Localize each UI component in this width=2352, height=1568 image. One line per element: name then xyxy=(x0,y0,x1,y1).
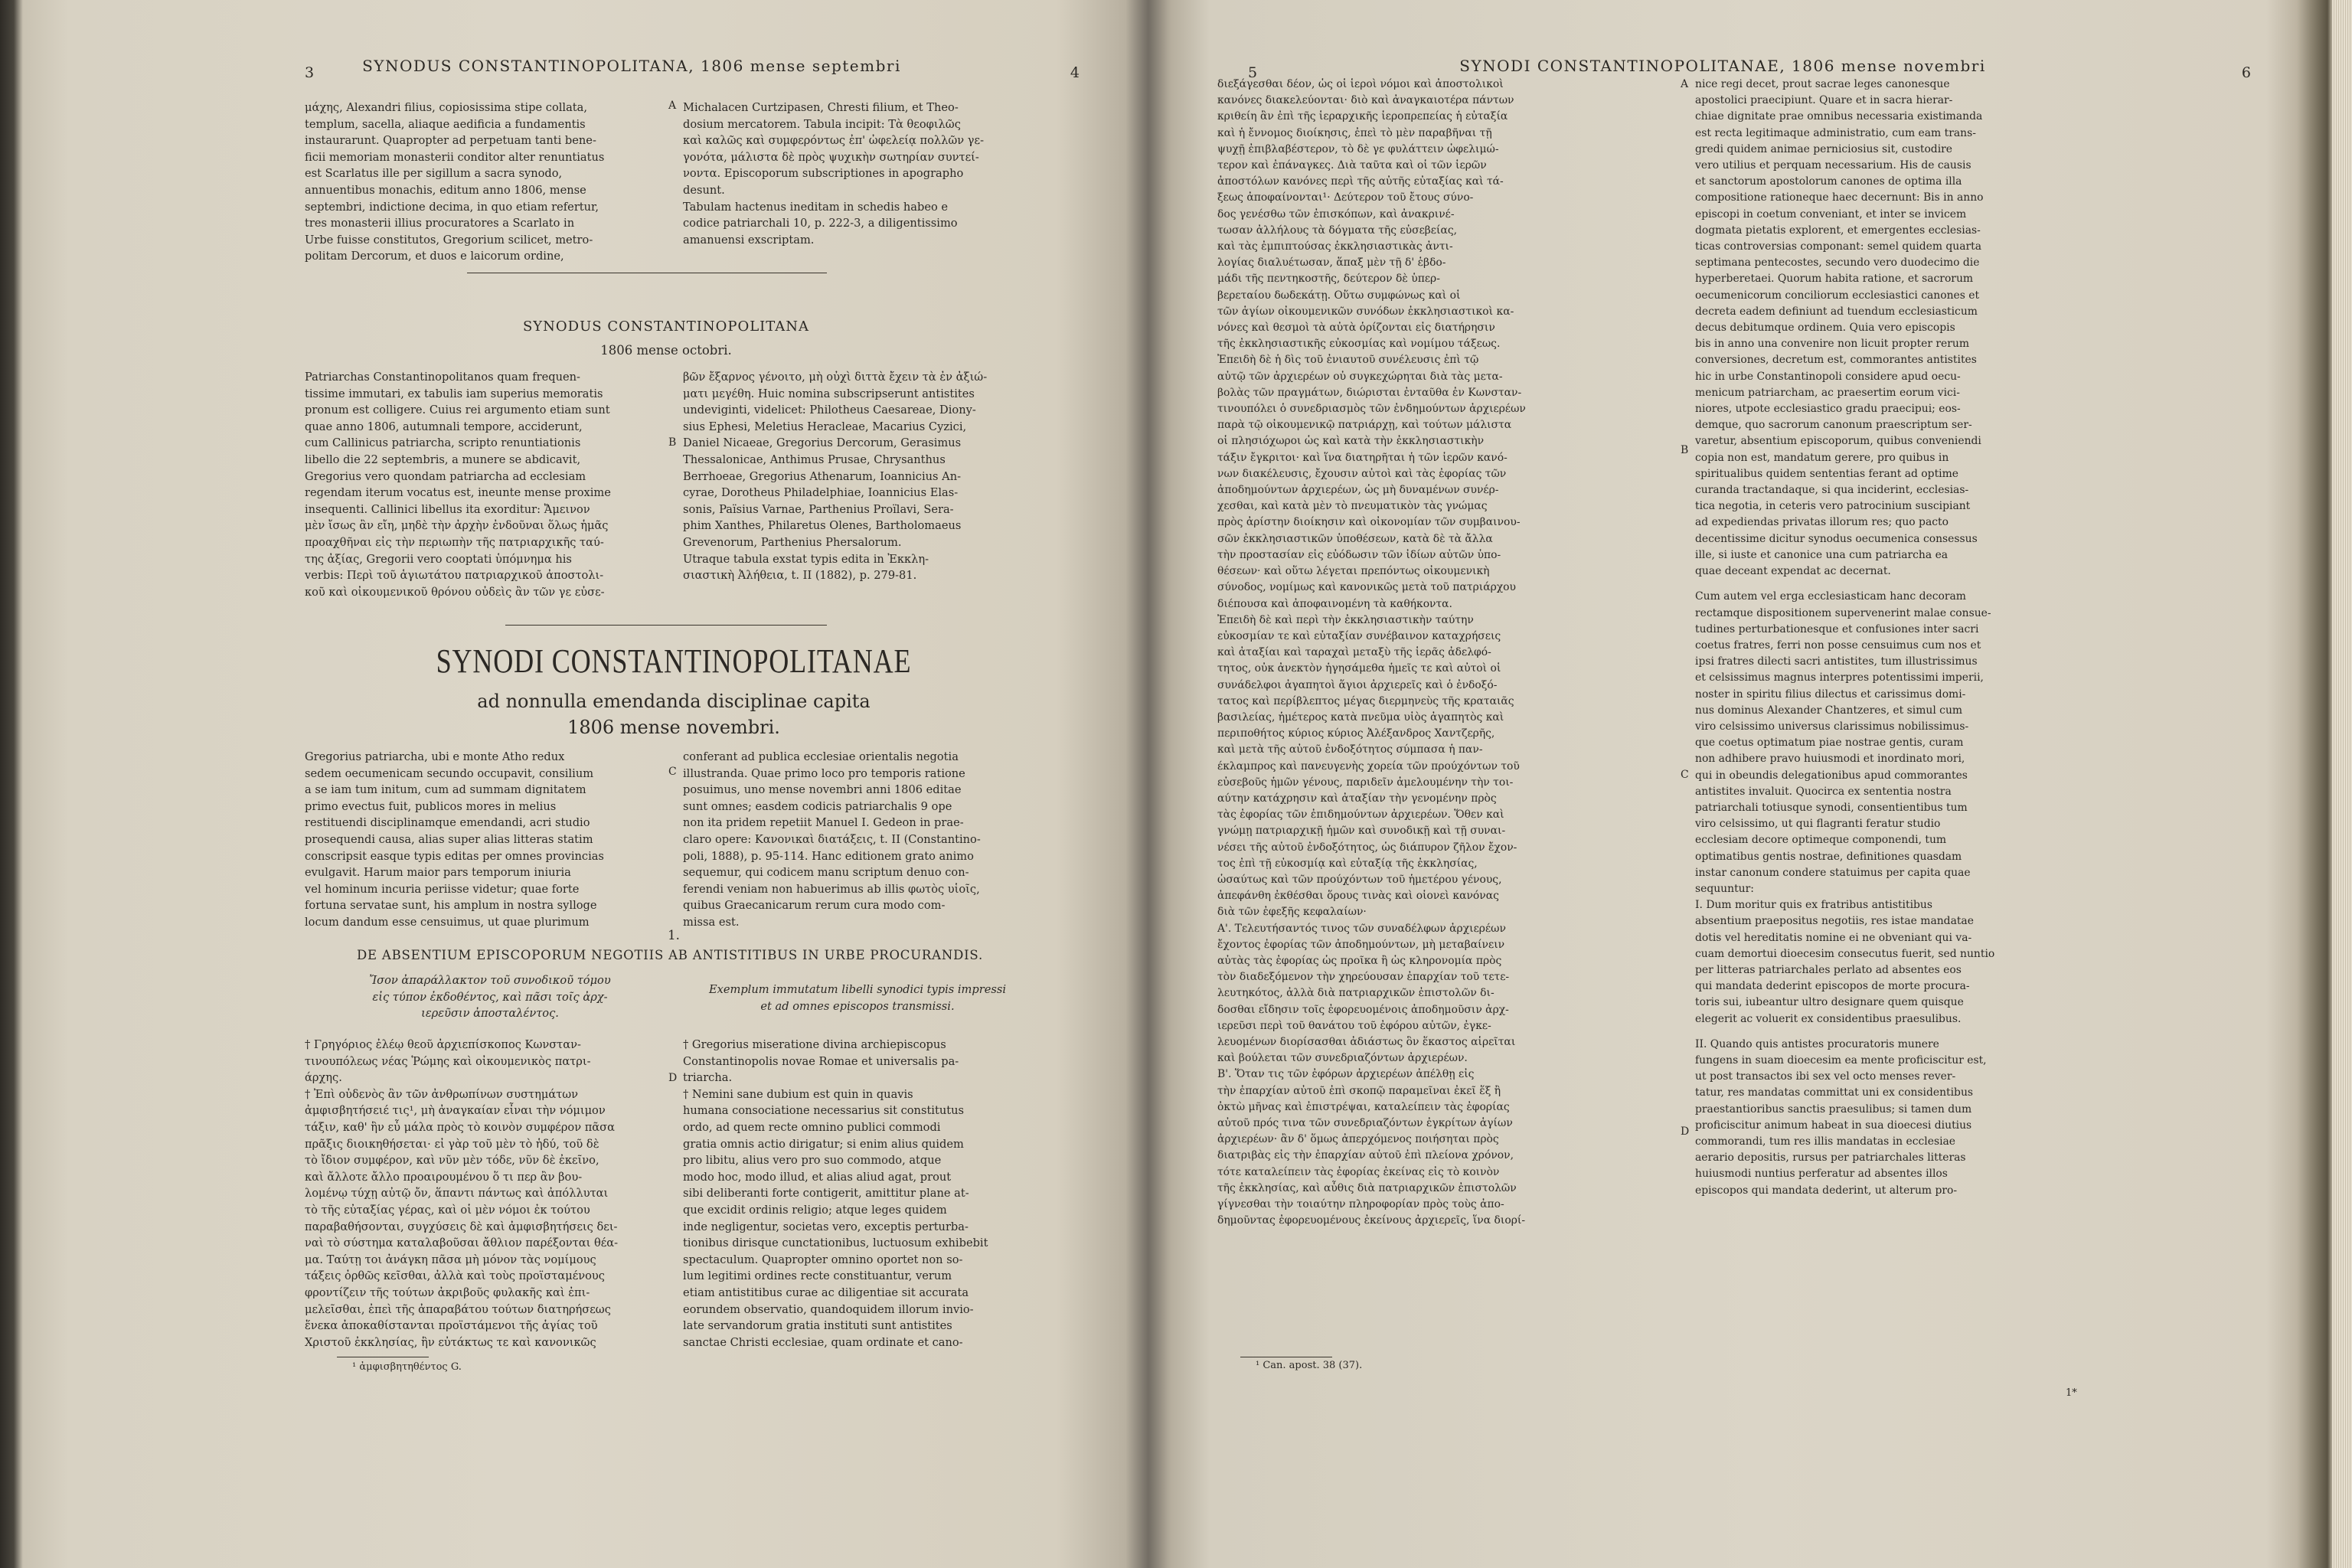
text-line: μελεῖσθαι, ἐπεὶ τῆς ἀπαραβάτου τούτων διατηρήσεως xyxy=(305,1302,611,1316)
text-line: ιερεῦσι περὶ τοῦ θανάτου τοῦ ἐφόρου αὐτῶν, ἐγκε- xyxy=(1217,1019,1491,1032)
text-line: gredi quidem animae perniciosius sit, custodire xyxy=(1695,142,1953,155)
text-line: varetur, absentium episcoporum, quibus conveniendi xyxy=(1695,435,1981,448)
text-line: proficiscitur animum habeat in sua dioecesi diutius xyxy=(1695,1119,1972,1132)
text-line: toris sui, iubeantur ultro designare quem quisque xyxy=(1695,996,1964,1009)
text-line: septimana pentecostes, secundo vero duodecimo die xyxy=(1695,256,1980,270)
text-line: τος ἐπὶ τῇ εὐκοσμίᾳ καὶ εὐταξίᾳ τῆς ἐκκλησίας, xyxy=(1217,857,1478,870)
text-line: fungens in suam dioecesim ea mente proficiscitur est, xyxy=(1695,1054,1987,1067)
text-line: γονότα, μάλιστα δὲ πρὸς ψυχικὴν σωτηρίαν συντεί- xyxy=(683,150,979,164)
text-line: restituendi disciplinamque emendandi, acri studio xyxy=(305,816,590,830)
text-line: tres monasterii illius procuratores a Scarlato in xyxy=(305,217,575,230)
text-line: copia non est, mandatum gerere, pro quibus in xyxy=(1695,451,1949,464)
margin-letter: B xyxy=(1681,444,1689,456)
text-line: regendam iterum vocatus est, ineunte mense proxime xyxy=(305,486,611,500)
text-line: inde negligentur, societas vero, exceptis perturba- xyxy=(683,1220,969,1233)
text-line: cum Callinicus patriarcha, scripto renuntiationis xyxy=(305,436,581,450)
text-line: περιποθήτος κύριος κύριος Ἀλέξανδρος Χαντζερῆς, xyxy=(1217,727,1495,740)
margin-letter: D xyxy=(1681,1125,1690,1138)
main-title: SYNODI CONSTANTINOPOLITANAE xyxy=(436,642,912,680)
text-line: δημοῦντας ἐφορευομένους ἐκείνους ἀρχιερεῖς, ἵνα διορί- xyxy=(1217,1214,1526,1227)
text-line: hic in urbe Constantinopoli considere apud oecu- xyxy=(1695,370,1961,383)
text-line: γίγνεσθαι τὴν τοιαύτην πληροφορίαν πρὸς τοὺς ἀπο- xyxy=(1217,1198,1504,1211)
text-line: humana consociatione necessarius sit constitutus xyxy=(683,1104,964,1118)
text-line: qui in obeundis delegationibus apud commorantes xyxy=(1695,769,1968,782)
text-line: septembri, indictione decima, in quo etiam refertur, xyxy=(305,200,599,214)
text-line: instar canonum condere statuimus per capita quae xyxy=(1695,866,1971,879)
text-line: καὶ ἄλλοτε ἄλλο προαιρουμένου ὅ τι περ ἂν βου- xyxy=(305,1170,583,1184)
running-title: SYNODI CONSTANTINOPOLITANAE, 1806 mense novembri xyxy=(1459,57,1986,75)
text-line: quae anno 1806, autumnali tempore, acciderunt, xyxy=(305,420,583,433)
text-line: evulgavit. Harum maior pars temporum iniuria xyxy=(305,866,571,880)
text-line: sanctae Christi ecclesiae, quam ordinate et cano- xyxy=(683,1335,963,1349)
text-line: conferant ad publica ecclesiae orientalis negotia xyxy=(683,750,959,763)
text-line: ὡσαύτως καὶ τῶν προύχόντων τοῦ ἡμετέρου γένους, xyxy=(1217,873,1502,886)
text-line: vero utilius et perquam necessarium. His de causis xyxy=(1695,159,1971,172)
text-line: τινουπόλει ὁ συνεδριασμὸς τῶν ἐνδημούντων ἀρχιερέων xyxy=(1217,403,1526,416)
text-line: αὐτὰς τὰς ἐφορίας ὡς προῖκα ἢ ὡς κληρονομία πρὸς xyxy=(1217,954,1502,967)
text-line: λογίας διαλυέτωσαν, ἅπαξ μὲν τῇ δ' ἑβδο- xyxy=(1217,256,1446,270)
latin-column xyxy=(683,1037,1035,1351)
text-line: ticas controversias componant: semel quidem quarta xyxy=(1695,240,1982,253)
text-line: ecclesiam decore optimeque componendi, tum xyxy=(1695,834,1947,847)
text-line: et celsissimus magnus interpres potentissimi imperii, xyxy=(1695,671,1984,684)
text-line: βερεταίου δωδεκάτῃ. Οὕτω συμφώνως καὶ οἱ xyxy=(1217,289,1461,302)
greek-heading xyxy=(329,972,651,1022)
text-line: dosium mercatorem. Tabula incipit: Τὰ θεοφιλῶς xyxy=(683,117,961,131)
text-line: instaurarunt. Quapropter ad perpetuam tanti bene- xyxy=(305,134,596,148)
margin-letter: C xyxy=(668,766,677,778)
text-line: έκλαμπρος καὶ πανευγενὴς χορεία τῶν προύχόντων τοῦ xyxy=(1217,760,1520,773)
text-line: gratia omnis actio dirigatur; si enim alius quidem xyxy=(683,1137,964,1151)
text-line: patriarchali totiusque synodi, consentientibus tum xyxy=(1695,801,1968,814)
text-line: pro libitu, alius vero pro suo commodo, atque xyxy=(683,1154,942,1168)
text-line: δος γενέσθω τῶν ἐπισκόπων, καὶ ἀνακρινέ- xyxy=(1217,207,1455,220)
text-line: τῆς ἐκκλησιαστικῆς εὐκοσμίας καὶ νομίμου τάξεως. xyxy=(1217,338,1501,351)
margin-letter: A xyxy=(1681,78,1689,90)
text-line: desunt. xyxy=(683,183,725,197)
text-line: missa est. xyxy=(683,915,740,929)
text-line: τὴν προστασίαν εἰς εὐόδωσιν τῶν ἰδίων αὐτῶν ὑπο- xyxy=(1217,548,1501,561)
text-line: Α'. Τελευτήσαντός τινος τῶν συναδέλφων ἀρχιερέων xyxy=(1217,922,1506,935)
text-line: νων διακέλευσις, ἔχουσιν αὐτοὶ καὶ τὰς ἐφορίας τῶν xyxy=(1217,467,1507,480)
text-line: ξεως ἀποφαίνονται¹· Δεύτερον τοῦ ἔτους σύνο- xyxy=(1217,191,1474,204)
text-line: ordo, ad quem recte omnino publici commodi xyxy=(683,1120,941,1134)
text-line: τὴν ἐπαρχίαν αὐτοῦ ἐπὶ σκοπῷ παραμεῖναι ἐκεῖ ἕξ ἢ xyxy=(1217,1084,1501,1097)
text-line: μάχης, Alexandri filius, copiosissima stipe collata, xyxy=(305,101,587,114)
text-line: undeviginti, videlicet: Philotheus Caesareae, Diony- xyxy=(683,403,976,417)
margin-letter: D xyxy=(668,1072,678,1084)
text-line: διὰ τῶν ἐφεξῆς κεφαλαίων· xyxy=(1217,906,1367,919)
text-line: Urbe fuisse constitutos, Gregorium scilicet, metro- xyxy=(305,233,593,247)
text-line: Χριστοῦ ἐκκλησίας, ἣν εὐτάκτως τε καὶ κανονικῶς xyxy=(305,1335,596,1349)
text-line: σύνοδος, νομίμως καὶ κανονικῶς μετὰ τοῦ πατριάρχου xyxy=(1217,581,1516,594)
text-line: καὶ τὰς ἐμπιπτούσας ἐκκλησιαστικὰς ἀντι- xyxy=(1217,240,1453,253)
text-line: cyrae, Dorotheus Philadelphiae, Ioannicius Elas- xyxy=(683,486,959,500)
text-line: decus debitumque ordinem. Quia vero episcopis xyxy=(1695,322,1955,335)
text-line xyxy=(1695,580,2147,589)
text-line: insequenti. Callinici libellus ita exorditur: Ἄμεινον xyxy=(305,502,590,516)
text-line: decreta eadem definiunt ad tuendum ecclesiasticum xyxy=(1695,305,1978,318)
text-line: κριθείη ἂν ἐπὶ τῆς ἱεραρχικῆς ἱεροπρεπείας ἡ εὐταξία xyxy=(1217,110,1508,123)
text-line: σιαστικὴ Ἀλήθεια, t. II (1882), p. 279-81. xyxy=(683,569,917,583)
page-number: 3 xyxy=(305,64,315,81)
text-column xyxy=(683,369,1035,584)
text-line: tissime immutari, ex tabulis iam superius memoratis xyxy=(305,387,603,400)
page-edges xyxy=(2332,0,2352,1568)
section-heading: DE ABSENTIUM EPISCOPORUM NEGOTIIS AB ANTISTITIBUS IN URBE PROCURANDIS. xyxy=(356,948,983,962)
text-line: commorandi, tum res illis mandatas in ecclesiae xyxy=(1695,1135,1956,1148)
text-line: ἀποστόλων κανόνες περὶ τῆς αὐτῆς εὐταξίας καὶ τά- xyxy=(1217,175,1504,188)
text-line: τὸ τῆς εὐταξίας γέρας, καὶ οἱ μὲν νόμοι ἐκ τούτου xyxy=(305,1203,590,1217)
text-line: ψυχῇ ἐπιβλαβέστερον, τὸ δὲ γε φυλάττειν ὠφελιμώ- xyxy=(1217,142,1499,155)
text-line: τάξεις ὀρθῶς κεῖσθαι, ἀλλὰ καὶ τοὺς προϊσταμένους xyxy=(305,1269,605,1283)
text-line: sequuntur: xyxy=(1695,882,1754,895)
text-line: non adhibere pravo huiusmodi et inordinato mori, xyxy=(1695,753,1965,766)
text-line: episcopi in coetum conveniant, et inter se invicem xyxy=(1695,207,1967,220)
page-number: 5 xyxy=(1248,64,1258,81)
text-line: sibi deliberanti forte contigerit, amittitur plane at- xyxy=(683,1187,969,1200)
text-line: τῆς ἐκκλησίας, καὶ αὖθις διὰ πατριαρχικῶν ἐπιστολῶν xyxy=(1217,1181,1517,1194)
text-line: coetus fratres, ferri non posse censuimus cum nos et xyxy=(1695,639,1981,652)
right-page xyxy=(1179,0,2282,1568)
text-line: κοῦ καὶ οἰκουμενικοῦ θρόνου οὐδεὶς ἂν τῶν γε εὐσε- xyxy=(305,585,605,599)
text-line: Ἴσον ἀπαράλλακτον τοῦ συνοδικοῦ τόμου xyxy=(369,974,611,987)
text-line: non ita pridem repetiit Manuel I. Gedeon in prae- xyxy=(683,816,964,830)
text-line: τὸ ἴδιον συμφέρον, καὶ νῦν μὲν τόδε, νῦν δὲ ἐκεῖνο, xyxy=(305,1154,599,1168)
margin-letter: A xyxy=(668,100,677,112)
text-line: αὐτῷ τῶν ἀρχιερέων οὐ συγκεχώρηται διὰ τὰς μετα- xyxy=(1217,370,1503,383)
text-line: Patriarchas Constantinopolitanos quam frequen- xyxy=(305,371,580,384)
running-title: SYNODUS CONSTANTINOPOLITANA, 1806 mense septembri xyxy=(362,57,901,75)
text-line: que excidit ordinis religio; atque leges quidem xyxy=(683,1203,947,1217)
text-column xyxy=(683,749,1035,931)
text-line: Daniel Nicaeae, Gregorius Dercorum, Gerasimus xyxy=(683,436,962,450)
section-number: 1. xyxy=(668,928,680,942)
text-line: tionibus dirisque cunctationibus, luctuosum exhibebit xyxy=(683,1236,988,1250)
text-line: † Ἐπὶ οὐδενὸς ἂν τῶν ἀνθρωπίνων συστημάτων xyxy=(305,1087,579,1101)
text-line: hyperberetaei. Quorum habita ratione, et sacrorum xyxy=(1695,273,1974,286)
text-line: elegerit ac voluerit ex considentibus praesulibus. xyxy=(1695,1012,1962,1025)
text-column xyxy=(305,100,665,265)
text-line: ιερεῦσιν ἀποσταλέντος. xyxy=(421,1007,559,1021)
text-line: εὐκοσμίαν τε καὶ εὐταξίαν συνέβαινον καταχρήσεις xyxy=(1217,629,1501,642)
text-line: a se iam tum initum, cum ad summam dignitatem xyxy=(305,783,586,797)
text-line: χεσθαι, καὶ κατὰ μὲν τὸ πνευματικὸν τὰς γνώμας xyxy=(1217,500,1488,513)
text-line: διατριβὰς εἰς τὴν ἐπαρχίαν αὐτοῦ ἐπὶ πλείονα χρόνον, xyxy=(1217,1149,1514,1162)
text-line: πρᾶξις διοικηθήσεται· εἰ γὰρ τοῦ μὲν τὸ ἡδύ, τοῦ δὲ xyxy=(305,1137,599,1151)
text-line: βῶν ἔξαρνος γένοιτο, μὴ οὐχὶ διττὰ ἔχειν τὰ ἐν ἀξιώ- xyxy=(683,371,988,384)
text-line: τῶν ἁγίων οἰκουμενικῶν συνόδων ἐκκλησιαστικοὶ κα- xyxy=(1217,305,1514,318)
text-line: Exemplum immutatum libelli synodici typis impressi xyxy=(708,983,1006,996)
text-line: est recta legitimaque administratio, cum eam trans- xyxy=(1695,126,1976,139)
text-line: nice regi decet, prout sacrae leges canonesque xyxy=(1695,78,1950,90)
text-line: λευτηκότος, ἀλλὰ διὰ πατριαρχικῶν ἐπιστολῶν δι- xyxy=(1217,987,1494,1000)
main-subtitle: ad nonnulla emendanda disciplinae capita xyxy=(477,691,871,712)
text-line: τὰς ἐφορίας τῶν ἐπιδημούντων ἀρχιερέων. Ὅθεν καὶ xyxy=(1217,808,1504,822)
text-line: Constantinopolis novae Romae et universalis pa- xyxy=(683,1054,959,1068)
text-line: Tabulam hactenus ineditam in schedis habeo e xyxy=(683,200,949,214)
text-line: claro opere: Κανονικαὶ διατάξεις, t. II (Constantino- xyxy=(683,832,981,846)
text-line: sequemur, qui codicem manu scriptum denuo con- xyxy=(683,866,969,880)
text-line: cuam demortui dioecesim consecutus fuerit, sed nuntio xyxy=(1695,947,1995,960)
text-line: conversiones, decretum est, commorantes antistites xyxy=(1695,354,1977,367)
text-line: apostolici praecipiunt. Quare et in sacra hierar- xyxy=(1695,94,1953,107)
text-line: ad expediendas privatas illorum res; quo pacto xyxy=(1695,516,1949,529)
text-line: codice patriarchali 10, p. 222-3, a diligentissimo xyxy=(683,217,958,230)
text-line: Β'. Ὅταν τις τῶν ἐφόρων ἀρχιερέων ἀπέλθῃ εἰς xyxy=(1217,1068,1475,1081)
text-line: modo hoc, modo illud, et alias aliud agat, prout xyxy=(683,1170,952,1184)
text-line: πρὸς ἀρίστην διοίκησιν καὶ οἰκονομίαν τῶν συμβαινου- xyxy=(1217,516,1521,529)
running-head-right xyxy=(1179,47,2282,81)
text-line: ἀμφισβητήσειέ τις¹, μὴ ἀναγκαίαν εἶναι τὴν νόμιμον xyxy=(305,1104,606,1118)
text-line: rectamque dispositionem supervenerint malae consue- xyxy=(1695,606,1991,619)
text-line: Berrhoeae, Gregorius Athenarum, Ioannicius An- xyxy=(683,469,962,483)
text-line: absentium praepositus negotiis, res istae mandatae xyxy=(1695,915,1974,928)
left-page xyxy=(31,0,1118,1568)
text-line: templum, sacella, aliaque aedificia a fundamentis xyxy=(305,117,586,131)
text-line: et sanctorum apostolorum canones de optima illa xyxy=(1695,175,1962,188)
text-line: ut post transactos ibi sex vel octo menses rever- xyxy=(1695,1070,1956,1083)
signature-mark: 1* xyxy=(2066,1387,2077,1399)
text-line: et ad omnes episcopos transmissi. xyxy=(760,999,955,1013)
text-line: pronum est colligere. Cuius rei argumento etiam sunt xyxy=(305,403,610,417)
text-line: fortuna servatae sunt, his amplum in nostra sylloge xyxy=(305,899,597,913)
text-line: chiae dignitate prae omnibus necessaria existimanda xyxy=(1695,110,1983,123)
text-line: compositione rationeque haec decernunt: Bis in anno xyxy=(1695,191,1984,204)
text-line: ναὶ τὸ σύστημα καταλαβοῦσαι ἄθλιον παρέξονται θέα- xyxy=(305,1236,619,1250)
text-line: Gregorius patriarcha, ubi e monte Atho redux xyxy=(305,750,565,763)
text-column xyxy=(305,749,665,931)
text-line: ἔχοντος ἐφορίας τῶν ἀποδημούντων, μὴ μεταβαίνειν xyxy=(1217,938,1505,951)
text-line: sonis, Païsius Varnae, Parthenius Proïlavi, Sera- xyxy=(683,502,954,516)
text-line: καὶ μετὰ τῆς αὐτοῦ ἐνδοξότητος σύμπασα ἡ παν- xyxy=(1217,743,1483,756)
text-line: τερον καὶ ἐπάναγκες. Διὰ ταῦτα καὶ οἱ τῶν ἱερῶν xyxy=(1217,159,1487,172)
text-line: αὐτοῦ πρός τινα τῶν συνεδριαζόντων ἐγκρίτων ἁγίων xyxy=(1217,1117,1513,1129)
text-line: eorundem observatio, quandoquidem illorum invio- xyxy=(683,1302,974,1316)
text-line: nus dominus Alexander Chantzeres, et simul cum xyxy=(1695,704,1963,717)
text-line: libello die 22 septembris, a munere se abdicavit, xyxy=(305,452,581,466)
text-line: posuimus, uno mense novembri anni 1806 editae xyxy=(683,783,962,797)
footnote: ¹ ἀμφισβητηθέντος G. xyxy=(352,1361,462,1373)
margin-letter: B xyxy=(668,436,677,449)
text-line: προαχθῆναι εἰς τὴν περιωπὴν τῆς πατριαρχικῆς ταύ- xyxy=(305,535,604,549)
text-line: ipsi fratres dilecti sacri antistites, tum illustrissimus xyxy=(1695,655,1978,668)
text-line: annuentibus monachis, editum anno 1806, mense xyxy=(305,183,586,197)
text-line: locum dandum esse censuimus, ut quae plurimum xyxy=(305,915,590,929)
text-line: conscripsit easque typis editas per omnes provincias xyxy=(305,849,604,863)
page-number: 4 xyxy=(1070,64,1080,81)
text-line: † Γρηγόριος ἐλέῳ θεοῦ ἀρχιεπίσκοπος Κωνσταν- xyxy=(305,1038,581,1051)
text-line: oecumenicorum conciliorum ecclesiastici canones et xyxy=(1695,289,1980,302)
text-line: τητος, οὐκ ἀνεκτὸν ἡγησάμεθα ἡμεῖς τε καὶ αὐτοὶ οἱ xyxy=(1217,662,1501,675)
text-line: διεξάγεσθαι δέον, ὡς οἱ ἱεροὶ νόμοι καὶ ἀποστολικοὶ xyxy=(1217,78,1504,90)
text-line: tudines perturbationesque et confusiones inter sacri xyxy=(1695,622,1979,635)
text-line: λομένῳ τύχῃ αὐτῷ ὄν, ἅπαντι πάντως καὶ ἀπόλλυται xyxy=(305,1187,609,1200)
text-line: est Scarlatus ille per sigillum a sacra synodo, xyxy=(305,167,563,181)
text-line: poli, 1888), p. 95-114. Hanc editionem grato animo xyxy=(683,849,974,863)
text-line: tatur, res mandatas committat uni ex considentibus xyxy=(1695,1086,1974,1099)
text-line: εὐσεβοῦς ἡμῶν γένους, παριδεῖν ἀμελουμένην τὴν τοι- xyxy=(1217,776,1514,789)
text-line: Gregorius vero quondam patriarcha ad ecclesiam xyxy=(305,469,586,483)
text-line: τάξιν ἔγκριτοι· καὶ ἵνα διατηρῆται ἡ τῶν ἱερῶν κανό- xyxy=(1217,451,1508,464)
text-line: Ἐπειδὴ δὲ καὶ περὶ τὴν ἐκκλησιαστικὴν ταύτην xyxy=(1217,613,1474,626)
text-line: dogmata pietatis explorent, et emergentes ecclesias- xyxy=(1695,224,1981,237)
text-line: άρχης. xyxy=(305,1071,342,1085)
text-line: συνάδελφοι ἀγαπητοὶ ἅγιοι ἀρχιερεῖς καὶ ὁ ἐνδοξό- xyxy=(1217,678,1498,691)
text-line: καὶ ἀταξίαι καὶ ταραχαὶ μεταξὺ τῆς ἱερᾶς ἀδελφό- xyxy=(1217,646,1491,659)
text-line: καὶ βούλεται τῶν συνεδριαζόντων ἀρχιερέων. xyxy=(1217,1052,1468,1065)
text-line: φροντίζειν τῆς τούτων ἀκριβοῦς φυλακῆς καὶ ἐπι- xyxy=(305,1285,590,1299)
running-head-left xyxy=(31,47,1118,81)
section-date: 1806 mense octobri. xyxy=(600,343,732,358)
text-line: II. Quando quis antistes procuratoris munere xyxy=(1695,1037,1939,1050)
text-line: bis in anno una convenire non licuit propter rerum xyxy=(1695,338,1970,351)
greek-column xyxy=(1217,77,1677,1229)
text-line: primo evectus fuit, publicos mores in melius xyxy=(305,799,557,813)
text-line: γνώμῃ πατριαρχικῇ ἡμῶν καὶ συνοδικῇ καὶ τῇ συναι- xyxy=(1217,825,1506,838)
text-line: διέπουσα καὶ ἀποφαινομένη τὰ καθήκοντα. xyxy=(1217,597,1452,610)
text-line: Thessalonicae, Anthimus Prusae, Chrysanthus xyxy=(683,452,946,466)
text-line: niores, utpote ecclesiastico gradu praecipui; eos- xyxy=(1695,403,1961,416)
text-line: I. Dum moritur quis ex fratribus antistitibus xyxy=(1695,899,1932,912)
text-line: λευομένων διορίσασθαι ἀδιάστως ὃν ἕκαστος αἱρεῖται xyxy=(1217,1035,1516,1048)
text-line: τάξιν, καθ' ἣν εὖ μάλα πρὸς τὸ κοινὸν συμφέρον πᾶσα xyxy=(305,1120,615,1134)
text-line: ὀκτὼ μῆνας καὶ ἐπιστρέψαι, καταλείπειν τὰς ἐφορίας xyxy=(1217,1100,1510,1113)
text-line: spiritualibus quidem sententias ferant ad optime xyxy=(1695,467,1958,480)
text-line: optimatibus gentis nostrae, definitiones quasdam xyxy=(1695,850,1962,863)
text-line: ille, si iuste et canonice una cum patriarcha ea xyxy=(1695,548,1949,561)
text-line: phim Xanthes, Philaretus Olenes, Bartholomaeus xyxy=(683,519,962,533)
text-line: etiam antistitibus curae ac diligentiae sit accurata xyxy=(683,1285,969,1299)
text-line: ferendi veniam non habuerimus ab illis φωτὸς υἱοῖς, xyxy=(683,882,980,896)
text-line: Utraque tabula exstat typis edita in Ἐκκλη- xyxy=(683,552,929,566)
section-title: SYNODUS CONSTANTINOPOLITANA xyxy=(522,318,810,335)
text-line: Michalacen Curtzipasen, Chresti filium, et Theo- xyxy=(683,101,959,114)
text-line: spectaculum. Quapropter omnino oportet non so- xyxy=(683,1253,963,1266)
text-line: quibus Graecanicarum rerum cura modo com- xyxy=(683,899,946,913)
text-line: καὶ ἡ ἔννομος διοίκησις, ἐπεὶ τὸ μὲν παραβῆναι τῇ xyxy=(1217,126,1492,139)
text-line: νέσει τῆς αὐτοῦ ἐνδοξότητος, ὡς διάπυρον ζῆλον ἔχον- xyxy=(1217,841,1517,854)
latin-column xyxy=(1695,77,2147,1199)
text-line: curanda tractandaque, si qua inciderint, ecclesias- xyxy=(1695,484,1969,497)
text-line: decentissime dicitur synodus oecumenica consessus xyxy=(1695,532,1978,545)
text-line: ἀπεφάνθη ἐκθέσθαι ὅρους τινὰς καὶ οἱονεὶ κανόνας xyxy=(1217,890,1499,903)
text-line: τὸν διαδεξόμενον τὴν χηρεύουσαν ἐπαρχίαν τοῦ τετε- xyxy=(1217,971,1510,984)
text-line: praestantioribus sanctis praesulibus; si tamen dum xyxy=(1695,1102,1972,1116)
greek-column xyxy=(305,1037,665,1351)
text-line: κανόνες διακελεύονται· διὸ καὶ ἀναγκαιοτέρα πάντων xyxy=(1217,94,1514,107)
text-line: que coetus optimatum piae nostrae gentis, curam xyxy=(1695,737,1964,750)
text-line: aerario depositis, rursus per patriarchales litteras xyxy=(1695,1152,1966,1165)
text-line: σῶν ἐκκλησιαστικῶν ὑποθέσεων, κατὰ δὲ τὰ ἄλλα xyxy=(1217,532,1493,545)
text-line: lum legitimi ordines recte constituantur, verum xyxy=(683,1269,952,1283)
text-line: βολὰς τῶν πραγμάτων, διώρισται ἐνταῦθα ἐν Κωνσταν- xyxy=(1217,386,1522,399)
text-line: μὲν ἴσως ἂν εἴη, μηδὲ τὴν ἀρχὴν ἐνδοῦναι ὅλως ἡμᾶς xyxy=(305,519,609,533)
text-line: παρὰ τῷ οἰκουμενικῷ πατριάρχῃ, καὶ τούτων μάλιστα xyxy=(1217,419,1512,432)
text-line: θέσεων· καὶ οὕτω λέγεται πρεπόντως οἰκουμενικὴ xyxy=(1217,565,1490,578)
text-line: της ἀξίας, Gregorii vero cooptati ὑπόμνημα his xyxy=(305,552,572,566)
text-line: νοντα. Episcoporum subscriptiones in apographo xyxy=(683,167,964,181)
text-line: μα. Ταύτῃ τοι ἀνάγκη πᾶσα μὴ μόνον τὰς νομίμους xyxy=(305,1253,596,1266)
text-line: Grevenorum, Parthenius Phersalorum. xyxy=(683,535,902,549)
text-line: † Gregorius miseratione divina archiepiscopus xyxy=(683,1038,946,1051)
text-line: sunt omnes; easdem codicis patriarchalis 9 ope xyxy=(683,799,952,813)
text-line: menicum patriarcham, ac praesertim eorum vici- xyxy=(1695,386,1960,399)
text-line: sedem oecumenicam secundo occupavit, consilium xyxy=(305,766,594,780)
text-line: quae deceant expendat ac decernat. xyxy=(1695,565,1891,578)
text-line: verbis: Περὶ τοῦ ἁγιωτάτου πατριαρχικοῦ ἀποστολι- xyxy=(305,569,604,583)
text-line: vel hominum incuria periisse videtur; quae forte xyxy=(305,882,580,896)
text-line: illustranda. Quae primo loco pro temporis ratione xyxy=(683,766,965,780)
text-column xyxy=(305,369,665,600)
text-line: μάδι τῆς πεντηκοστῆς, δεύτερον δὲ ὑπερ- xyxy=(1217,273,1440,286)
footnote: ¹ Can. apost. 38 (37). xyxy=(1256,1360,1363,1371)
text-line: politam Dercorum, et duos e laicorum ordine, xyxy=(305,250,564,263)
text-line: Ἐπειδὴ δὲ ἡ δὶς τοῦ ἐνιαυτοῦ συνέλευσις ἐπὶ τῷ xyxy=(1217,354,1479,367)
text-line: per litteras patriarchales perlato ad absentes eos xyxy=(1695,963,1962,976)
text-line: viro celsissimo universus clarissimus nobilissimus- xyxy=(1695,720,1969,733)
text-line: prosequendi causa, alias super alias litteras statim xyxy=(305,832,593,846)
text-line: ficii memoriam monasterii conditor alter renuntiatus xyxy=(305,150,605,164)
latin-heading xyxy=(689,982,1026,1014)
text-line: qui mandata dederint episcopos de morte procura- xyxy=(1695,980,1970,993)
margin-letter: C xyxy=(1681,769,1689,781)
text-line: noster in spiritu filius dilectus et carissimus domi- xyxy=(1695,688,1966,701)
text-line: ματι μεγέθη. Huic nomina subscripserunt antistites xyxy=(683,387,975,400)
text-line: ἕνεκα ἀποκαθίστανται προϊστάμενοι τῆς ἁγίας τοῦ xyxy=(305,1319,598,1333)
text-line: dotis vel hereditatis nomine ei ne obveniant qui va- xyxy=(1695,931,1972,944)
text-line: sius Ephesi, Meletius Heracleae, Macarius Cyzici, xyxy=(683,420,967,433)
divider xyxy=(505,625,827,626)
text-line: οἱ πλησιόχωροι ὡς καὶ κατὰ τὴν ἐκκλησιαστικὴν xyxy=(1217,435,1485,448)
gutter-shadow xyxy=(1125,0,1171,1568)
text-line: τότε καταλείπειν τὰς ἐφορίας ἐκείνας εἰς τὸ κοινὸν xyxy=(1217,1165,1500,1178)
text-line: τωσαν ἀλλήλους τὰ δόγματα τῆς εὐσεβείας, xyxy=(1217,224,1458,237)
text-line: † Nemini sane dubium est quin in quavis xyxy=(683,1087,913,1101)
text-line: βασιλείας, ἡμέτερος κατὰ πνεῦμα υἱὸς ἀγαπητὸς καὶ xyxy=(1217,710,1504,724)
text-line: episcopos qui mandata dederint, ut alterum pro- xyxy=(1695,1184,1958,1197)
text-line: viro celsissimo, ut qui flagranti feratur studio xyxy=(1695,818,1941,831)
text-line: καὶ καλῶς καὶ συμφερόντως ἐπ' ὠφελείᾳ πολλῶν γε- xyxy=(683,134,985,148)
text-line: εἰς τύπον ἐκδοθέντος, καὶ πᾶσι τοῖς ἀρχ- xyxy=(372,990,608,1004)
main-date: 1806 mense novembri. xyxy=(567,717,780,738)
text-line: huiusmodi nuntius perferatur ad absentes illos xyxy=(1695,1168,1948,1181)
text-line: τινουπόλεως νέας Ῥώμης καὶ οἰκουμενικὸς πατρι- xyxy=(305,1054,591,1068)
text-line: amanuensi exscriptam. xyxy=(683,233,815,247)
text-line: ἀρχιερέων· ἂν δ' ὅμως ἀπερχόμενος ποιήσηται πρὸς xyxy=(1217,1133,1499,1146)
text-line: παραβαθήσονται, συγχύσεις δὲ καὶ ἀμφισβητήσεις δει- xyxy=(305,1220,618,1233)
text-line: νόνες καὶ θεσμοὶ τὰ αὐτὰ ὁρίζονται εἰς διατήρησιν xyxy=(1217,322,1495,335)
text-line xyxy=(1695,1027,2147,1037)
text-line: tica negotia, in ceteris vero patrocinium suscipiant xyxy=(1695,500,1971,513)
text-column xyxy=(683,100,1035,248)
text-line: late servandorum gratia instituti sunt antistites xyxy=(683,1319,952,1333)
text-line: Cum autem vel erga ecclesiasticam hanc decoram xyxy=(1695,590,1966,603)
text-line: demque, quo sacrorum canonum praescriptum ser- xyxy=(1695,419,1972,432)
text-line: ἀποδημούντων ἀρχιερέων, ὡς μὴ δυναμένων συνέρ- xyxy=(1217,484,1499,497)
text-line: τατος καὶ περίβλεπτος μέγας διερμηνεὺς τῆς κραταιᾶς xyxy=(1217,694,1514,707)
page-number: 6 xyxy=(2241,64,2251,81)
text-line: αύτην κατάχρησιν καὶ ἀταξίαν τὴν γενομένην πρὸς xyxy=(1217,792,1497,805)
text-line: antistites invaluit. Quocirca ex sententia nostra xyxy=(1695,785,1952,798)
text-line: triarcha. xyxy=(683,1071,733,1085)
text-line: δοσθαι εἴδησιν τοῖς ἐφορευομένοις ἀποδημοῦσιν ἀρχ- xyxy=(1217,1003,1509,1016)
